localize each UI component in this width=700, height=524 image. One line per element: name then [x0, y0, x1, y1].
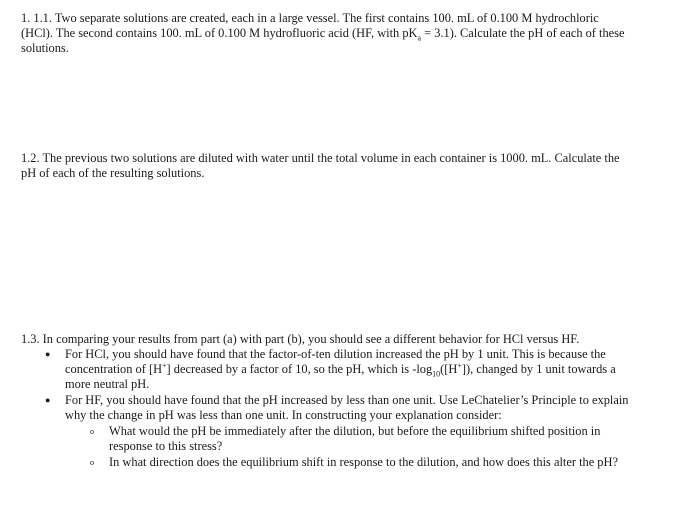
h-plus-superscript: +	[162, 361, 167, 371]
q1-line-2-a: (HCl). The second contains 100. mL of 0.100 M hydrofluoric acid (HF, with pK	[21, 26, 418, 41]
q1-line-2-b: = 3.1). Calculate the pH of each of these	[421, 26, 625, 41]
log-base-subscript: 10	[432, 369, 441, 379]
sub-bullet-2-marker: o	[90, 458, 94, 467]
bullet-1-marker: ●	[45, 349, 51, 359]
h-plus-superscript-2: +	[457, 361, 462, 371]
pka-subscript: a	[417, 33, 422, 43]
sub-bullet-1-text	[109, 424, 679, 454]
sub-bullet-2-text	[109, 455, 679, 470]
sub2-line-1: In what direction does the equilibrium shift in response to the dilution, and how does this alter the pH?	[109, 455, 618, 469]
b2-line-1: For HF, you should have found that the pH increased by less than one unit. Use LeChatelier’s Principle to explain	[65, 393, 629, 407]
b1-line-3: more neutral pH.	[65, 377, 150, 392]
question-1-2	[21, 151, 676, 181]
b2-line-2: why the change in pH was less than one unit. In constructing your explanation consider:	[65, 408, 502, 423]
b1-line-2-b: ] decreased by a factor of 10, so the pH, which is -log	[166, 362, 433, 377]
q3-intro: 1.3. In comparing your results from part (a) with part (b), you should see a different behavior for HCl versus HF.	[21, 332, 580, 346]
sub-bullet-1-marker: o	[90, 427, 94, 436]
q1-line-3: solutions.	[21, 41, 69, 56]
bullet-2-text	[65, 393, 685, 423]
b1-line-1: For HCl, you should have found that the factor-of-ten dilution increased the pH by 1 unit. This is because the	[65, 347, 606, 361]
b1-line-2-a: concentration of [H	[65, 362, 163, 377]
bullet-2-marker: ●	[45, 395, 51, 405]
sub1-line-2: response to this stress?	[109, 439, 223, 454]
b1-line-2	[65, 362, 685, 377]
sub1-line-1: What would the pH be immediately after the dilution, but before the equilibrium shifted position in	[109, 424, 601, 438]
question-1-3	[21, 332, 676, 482]
q1-line-1: 1. 1.1. Two separate solutions are created, each in a large vessel. The first contains 100. mL of 0.100 M hydrochloric	[21, 11, 599, 25]
q2-line-1: 1.2. The previous two solutions are diluted with water until the total volume in each container is 1000. mL. Calculate the	[21, 151, 620, 165]
q2-line-2: pH of each of the resulting solutions.	[21, 166, 205, 181]
question-1-1	[21, 11, 676, 57]
bullet-1-text	[65, 347, 685, 393]
b1-line-2-d: ]), changed by 1 unit towards a	[461, 362, 616, 377]
b1-line-2-c: ([H	[440, 362, 458, 377]
q1-line-2	[21, 26, 676, 41]
